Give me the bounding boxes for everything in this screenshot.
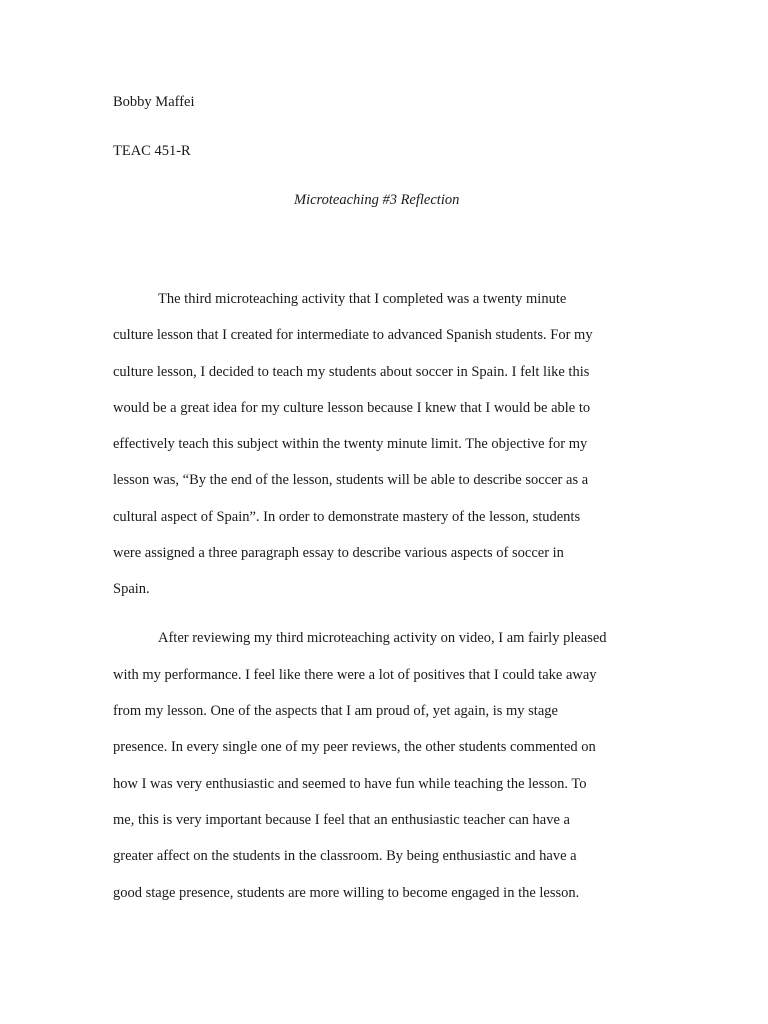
paragraph-line: were assigned a three paragraph essay to describe various aspects of soccer in bbox=[113, 545, 564, 561]
course-code: TEAC 451-R bbox=[113, 143, 191, 159]
paragraph-line: culture lesson that I created for intermediate to advanced Spanish students. For my bbox=[113, 327, 593, 343]
paragraph-line: presence. In every single one of my peer reviews, the other students commented on bbox=[113, 739, 596, 755]
paragraph-line: good stage presence, students are more willing to become engaged in the lesson. bbox=[113, 885, 580, 901]
paragraph-line: effectively teach this subject within the twenty minute limit. The objective for my bbox=[113, 436, 588, 452]
paragraph-line: lesson was, “By the end of the lesson, students will be able to describe soccer as a bbox=[113, 472, 589, 488]
paragraph-line: me, this is very important because I feel that an enthusiastic teacher can have a bbox=[113, 812, 570, 828]
paragraph-line: from my lesson. One of the aspects that I am proud of, yet again, is my stage bbox=[113, 703, 558, 719]
paragraph-line: cultural aspect of Spain”. In order to demonstrate mastery of the lesson, students bbox=[113, 509, 581, 525]
author-name: Bobby Maffei bbox=[113, 94, 195, 110]
paragraph-line: with my performance. I feel like there were a lot of positives that I could take away bbox=[113, 667, 597, 683]
paragraph-line: would be a great idea for my culture lesson because I knew that I would be able to bbox=[113, 400, 591, 416]
paragraph-line: culture lesson, I decided to teach my students about soccer in Spain. I felt like this bbox=[113, 364, 590, 380]
paragraph-line: Spain. bbox=[113, 581, 150, 597]
paragraph-line: how I was very enthusiastic and seemed to have fun while teaching the lesson. To bbox=[113, 776, 587, 792]
paragraph-line: greater affect on the students in the classroom. By being enthusiastic and have a bbox=[113, 848, 577, 864]
paragraph-line: After reviewing my third microteaching activity on video, I am fairly pleased bbox=[158, 630, 607, 646]
paragraph-line: The third microteaching activity that I completed was a twenty minute bbox=[158, 291, 567, 307]
document-title: Microteaching #3 Reflection bbox=[294, 192, 460, 208]
